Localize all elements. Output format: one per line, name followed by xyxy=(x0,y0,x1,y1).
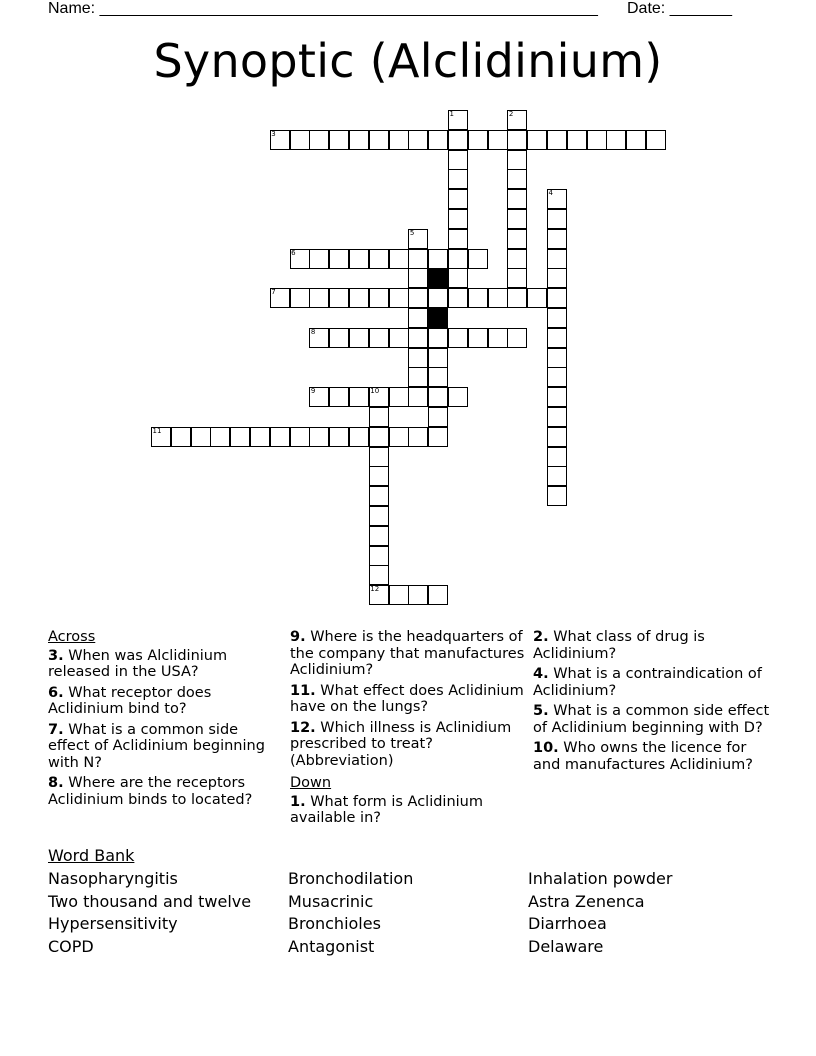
crossword-cell[interactable] xyxy=(369,506,389,526)
crossword-cell[interactable] xyxy=(448,110,468,130)
crossword-cell[interactable] xyxy=(448,268,468,288)
clue-text: Which illness is Aclinidium prescribed to treat? (Abbreviation) xyxy=(290,719,512,769)
crossword-cell[interactable] xyxy=(349,427,369,447)
word-bank-item: Two thousand and twelve xyxy=(48,891,252,911)
clue-text: What is a contraindication of Aclidinium? xyxy=(533,666,762,699)
crossword-cell[interactable] xyxy=(547,189,567,209)
crossword-cell[interactable] xyxy=(349,249,369,269)
clue-text: Where are the receptors Aclidinium binds to located? xyxy=(48,775,253,808)
crossword-cell[interactable] xyxy=(408,229,428,249)
clue-number-label: 3 xyxy=(271,129,276,138)
crossword-cell[interactable] xyxy=(270,288,290,308)
clue-number: 1. xyxy=(290,793,306,810)
crossword-cell[interactable] xyxy=(448,209,468,229)
clue-number-label: 8 xyxy=(310,327,316,336)
crossword-cell[interactable] xyxy=(290,249,310,269)
crossword-cell[interactable] xyxy=(547,268,567,288)
crossword-cell[interactable] xyxy=(448,387,468,407)
crossword-cell[interactable] xyxy=(428,367,448,387)
crossword-cell[interactable] xyxy=(369,130,389,150)
crossword-cell[interactable] xyxy=(428,130,448,150)
crossword-black-square xyxy=(428,308,448,328)
clue-number-label: 2 xyxy=(508,110,514,118)
crossword-cell[interactable] xyxy=(547,308,567,328)
clue-number: 9. xyxy=(290,629,306,645)
word-bank-item: Diarrhoea xyxy=(528,914,607,933)
crossword-cell[interactable] xyxy=(488,130,508,150)
crossword-cell[interactable] xyxy=(290,427,310,447)
crossword-cell[interactable] xyxy=(507,288,527,308)
crossword-cell[interactable] xyxy=(547,486,567,506)
crossword-cell[interactable] xyxy=(369,387,389,407)
crossword-cell[interactable] xyxy=(428,328,448,348)
crossword-cell[interactable] xyxy=(468,328,488,348)
crossword-cell[interactable] xyxy=(389,585,409,605)
clue-number: 4. xyxy=(533,666,549,682)
clue-text: What receptor does Aclidinium bind to? xyxy=(48,684,212,717)
crossword-cell[interactable] xyxy=(389,130,409,150)
crossword-cell[interactable] xyxy=(309,249,329,269)
clue-across-12 xyxy=(290,720,526,770)
crossword-cell[interactable] xyxy=(587,130,607,150)
word-bank-column-3 xyxy=(528,868,672,958)
date-field[interactable]: Date: _______ xyxy=(627,0,732,17)
crossword-cell[interactable] xyxy=(448,288,468,308)
crossword-cell[interactable] xyxy=(488,328,508,348)
word-bank-item: Nasopharyngitis xyxy=(48,869,178,888)
crossword-cell[interactable] xyxy=(448,150,468,170)
word-bank-item: Bronchioles xyxy=(288,914,381,933)
crossword-cell[interactable] xyxy=(606,130,626,150)
crossword-cell[interactable] xyxy=(428,288,448,308)
crossword-cell[interactable] xyxy=(369,486,389,506)
crossword-cell[interactable] xyxy=(448,229,468,249)
crossword-cell[interactable] xyxy=(408,308,428,328)
clue-across-8 xyxy=(48,775,280,808)
crossword-cell[interactable] xyxy=(408,367,428,387)
crossword-cell[interactable] xyxy=(270,427,290,447)
clue-number-label: 11 xyxy=(152,426,162,435)
clue-number: 5. xyxy=(533,703,549,719)
crossword-cell[interactable] xyxy=(329,328,349,348)
crossword-cell[interactable] xyxy=(270,130,290,150)
crossword-cell[interactable] xyxy=(507,189,527,209)
clue-down-5 xyxy=(533,703,773,736)
crossword-cell[interactable] xyxy=(468,249,488,269)
crossword-cell[interactable] xyxy=(527,130,547,150)
clue-number-label: 6 xyxy=(291,248,296,257)
crossword-cell[interactable] xyxy=(567,130,587,150)
crossword-cell[interactable] xyxy=(408,130,428,150)
clue-number: 12. xyxy=(290,719,316,736)
crossword-cell[interactable] xyxy=(369,288,389,308)
crossword-cell[interactable] xyxy=(210,427,230,447)
clue-number-label: 1 xyxy=(449,110,454,118)
word-bank-heading: Word Bank xyxy=(48,846,135,865)
crossword-cell[interactable] xyxy=(408,348,428,368)
crossword-cell[interactable] xyxy=(428,407,448,427)
crossword-cell[interactable] xyxy=(389,328,409,348)
crossword-cell[interactable] xyxy=(349,288,369,308)
crossword-cell[interactable] xyxy=(171,427,191,447)
clues-column-1 xyxy=(48,629,280,812)
crossword-cell[interactable] xyxy=(369,526,389,546)
word-bank-item: Astra Zenenca xyxy=(528,891,645,911)
crossword-cell[interactable] xyxy=(191,427,211,447)
crossword-cell[interactable] xyxy=(448,189,468,209)
clue-number-label: 4 xyxy=(548,189,553,198)
crossword-cell[interactable] xyxy=(547,229,567,249)
clue-number: 6. xyxy=(48,684,64,701)
crossword-cell[interactable] xyxy=(507,268,527,288)
crossword-cell[interactable] xyxy=(547,328,567,348)
crossword-cell[interactable] xyxy=(408,328,428,348)
clue-number: 8. xyxy=(48,775,64,791)
clue-text: Who owns the licence for and manufactures Aclidinium? xyxy=(533,740,753,773)
clue-text: When was Alclidinium released in the USA? xyxy=(48,647,228,680)
crossword-cell[interactable] xyxy=(369,585,389,605)
crossword-cell[interactable] xyxy=(547,427,567,447)
clue-text: What form is Aclidinium available in? xyxy=(290,793,483,826)
crossword-cell[interactable] xyxy=(369,466,389,486)
crossword-cell[interactable] xyxy=(349,130,369,150)
crossword-cell[interactable] xyxy=(329,288,349,308)
crossword-cell[interactable] xyxy=(488,288,508,308)
crossword-cell[interactable] xyxy=(408,288,428,308)
crossword-cell[interactable] xyxy=(448,169,468,189)
crossword-cell[interactable] xyxy=(448,328,468,348)
word-bank-item: Bronchodilation xyxy=(288,869,414,888)
crossword-cell[interactable] xyxy=(369,407,389,427)
crossword-cell[interactable] xyxy=(547,367,567,387)
crossword-cell[interactable] xyxy=(329,130,349,150)
clue-number-label: 9 xyxy=(310,387,316,396)
word-bank-item: Delaware xyxy=(528,936,604,956)
clue-across-3 xyxy=(48,648,280,681)
crossword-cell[interactable] xyxy=(151,427,171,447)
word-bank-item: Inhalation powder xyxy=(528,869,673,888)
crossword-cell[interactable] xyxy=(309,387,329,407)
crossword-cell[interactable] xyxy=(448,130,468,150)
crossword-cell[interactable] xyxy=(309,130,329,150)
crossword-cell[interactable] xyxy=(389,427,409,447)
word-bank-item: COPD xyxy=(48,936,94,956)
crossword-cell[interactable] xyxy=(408,249,428,269)
crossword-cell[interactable] xyxy=(389,249,409,269)
crossword-cell[interactable] xyxy=(290,130,310,150)
word-bank-column-1 xyxy=(48,868,251,958)
across-heading: Across xyxy=(48,629,96,645)
clue-across-6 xyxy=(48,685,280,718)
crossword-cell[interactable] xyxy=(408,585,428,605)
crossword-cell[interactable] xyxy=(369,328,389,348)
crossword-cell[interactable] xyxy=(309,427,329,447)
crossword-cell[interactable] xyxy=(547,130,567,150)
crossword-cell[interactable] xyxy=(329,249,349,269)
clue-number: 7. xyxy=(48,721,64,738)
crossword-cell[interactable] xyxy=(507,130,527,150)
clue-number-label: 10 xyxy=(370,387,380,396)
clue-number: 2. xyxy=(533,629,549,645)
crossword-cell[interactable] xyxy=(507,249,527,269)
crossword-cell[interactable] xyxy=(507,150,527,170)
crossword-cell[interactable] xyxy=(547,447,567,467)
crossword-cell[interactable] xyxy=(507,328,527,348)
clue-down-2 xyxy=(533,629,773,662)
crossword-cell[interactable] xyxy=(309,288,329,308)
crossword-cell[interactable] xyxy=(428,249,448,269)
clue-number-label: 5 xyxy=(409,228,415,237)
crossword-cell[interactable] xyxy=(547,387,567,407)
word-bank-column-2 xyxy=(288,868,413,958)
crossword-cell[interactable] xyxy=(309,328,329,348)
crossword-cell[interactable] xyxy=(389,288,409,308)
crossword-cell[interactable] xyxy=(408,427,428,447)
clue-number: 10. xyxy=(533,740,559,756)
clue-number-label: 12 xyxy=(370,585,380,594)
crossword-cell[interactable] xyxy=(527,288,547,308)
crossword-cell[interactable] xyxy=(369,249,389,269)
crossword-cell[interactable] xyxy=(369,546,389,566)
clues-column-3 xyxy=(533,629,773,777)
crossword-cell[interactable] xyxy=(230,427,250,447)
crossword-cell[interactable] xyxy=(547,348,567,368)
word-bank-item: Antagonist xyxy=(288,936,375,956)
crossword-cell[interactable] xyxy=(468,288,488,308)
clue-across-9 xyxy=(290,629,526,679)
clue-text: What class of drug is Aclidinium? xyxy=(533,629,705,662)
clue-number-label: 7 xyxy=(271,288,276,297)
clue-text: What effect does Aclidinium have on the lungs? xyxy=(290,682,524,715)
clues-column-2 xyxy=(290,629,526,831)
word-bank-item: Hypersensitivity xyxy=(48,914,178,933)
crossword-cell[interactable] xyxy=(646,130,666,150)
crossword-black-square xyxy=(428,268,448,288)
crossword-cell[interactable] xyxy=(408,387,428,407)
crossword-cell[interactable] xyxy=(507,110,527,130)
crossword-cell[interactable] xyxy=(547,466,567,486)
clue-number: 3. xyxy=(48,647,64,664)
clue-number: 11. xyxy=(290,682,316,699)
crossword-cell[interactable] xyxy=(468,130,488,150)
crossword-cell[interactable] xyxy=(547,407,567,427)
name-field[interactable]: Name: ________________________________________________________ xyxy=(48,0,598,17)
crossword-cell[interactable] xyxy=(547,209,567,229)
crossword-cell[interactable] xyxy=(547,288,567,308)
crossword-cell[interactable] xyxy=(626,130,646,150)
crossword-cell[interactable] xyxy=(369,427,389,447)
crossword-cell[interactable] xyxy=(507,169,527,189)
crossword-cell[interactable] xyxy=(369,565,389,585)
crossword-cell[interactable] xyxy=(250,427,270,447)
crossword-cell[interactable] xyxy=(369,447,389,467)
clue-text: What is a common side effect of Aclidinium beginning with D? xyxy=(533,703,770,736)
word-bank-item: Musacrinic xyxy=(288,891,374,911)
crossword-cell[interactable] xyxy=(428,585,448,605)
crossword-cell[interactable] xyxy=(448,249,468,269)
crossword-cell[interactable] xyxy=(329,427,349,447)
page-title: Synoptic (Alclidinium) xyxy=(153,34,663,88)
clue-down-4 xyxy=(533,666,773,699)
crossword-cell[interactable] xyxy=(507,209,527,229)
clue-across-7 xyxy=(48,722,280,772)
crossword-cell[interactable] xyxy=(408,268,428,288)
crossword-cell[interactable] xyxy=(329,387,349,407)
crossword-cell[interactable] xyxy=(547,249,567,269)
crossword-cell[interactable] xyxy=(428,348,448,368)
crossword-cell[interactable] xyxy=(428,387,448,407)
down-heading: Down xyxy=(290,775,332,791)
clue-text: Where is the headquarters of the company that manufactures Aclidinium? xyxy=(290,629,525,678)
header xyxy=(0,0,816,20)
clue-down-10 xyxy=(533,740,773,773)
crossword-cell[interactable] xyxy=(428,427,448,447)
clue-across-11 xyxy=(290,683,526,716)
crossword-cell[interactable] xyxy=(389,387,409,407)
crossword-cell[interactable] xyxy=(290,288,310,308)
crossword-cell[interactable] xyxy=(349,387,369,407)
clue-down-1 xyxy=(290,794,526,827)
clue-text: What is a common side effect of Aclidinium beginning with N? xyxy=(48,721,265,771)
crossword-cell[interactable] xyxy=(349,328,369,348)
crossword-cell[interactable] xyxy=(507,229,527,249)
